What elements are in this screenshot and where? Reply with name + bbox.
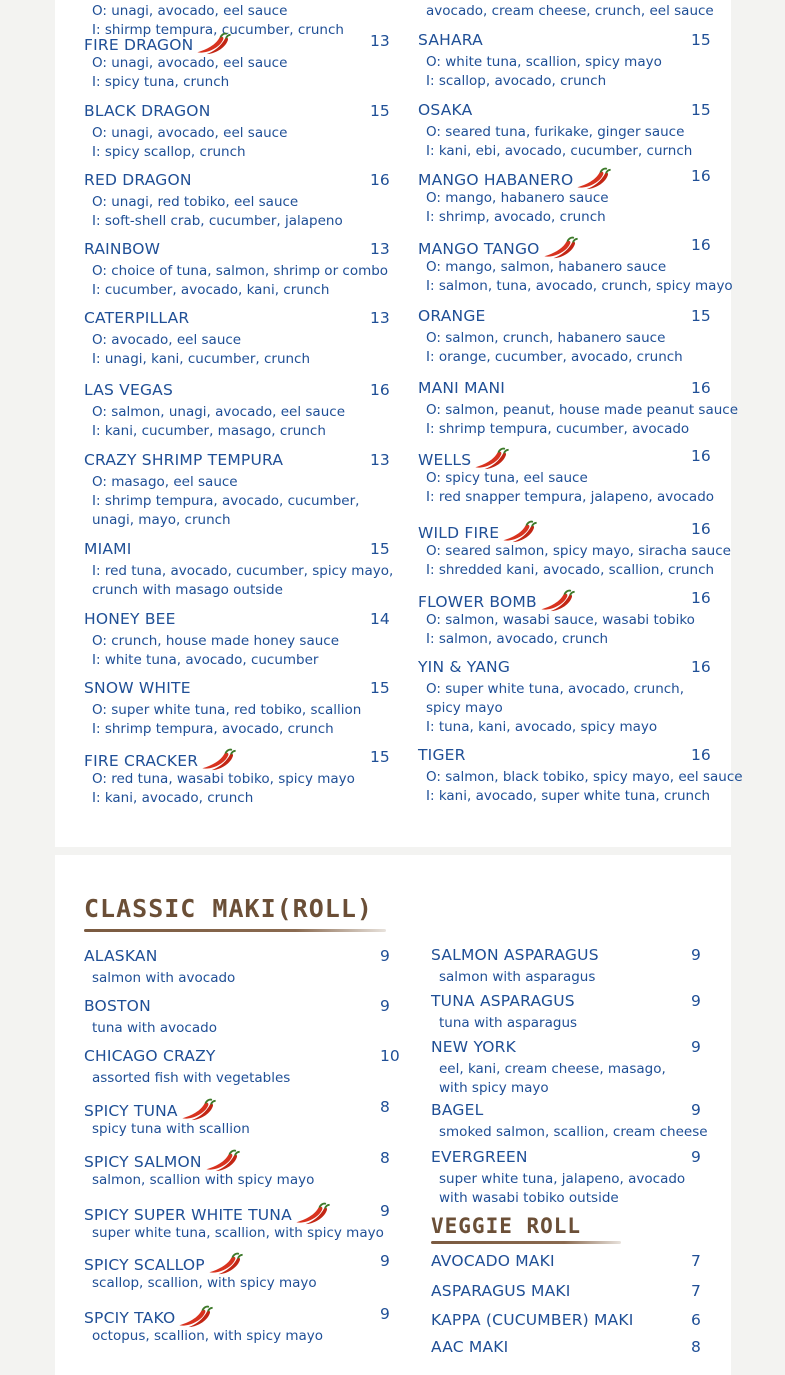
menu-item-price: 6	[691, 1311, 701, 1329]
specialty-left-item	[84, 679, 390, 739]
menu-item-description: O: salmon, unagi, avocado, eel sauce	[92, 404, 345, 420]
menu-item-price: 16	[691, 746, 711, 764]
menu-item-name	[418, 31, 483, 49]
menu-item-price: 16	[370, 171, 390, 189]
menu-item-description: O: seared salmon, spicy mayo, siracha sauce	[426, 543, 731, 559]
menu-item-name	[84, 540, 132, 558]
menu-item-price: 13	[370, 309, 390, 327]
menu-item-name-text: CHICAGO CRAZY	[84, 1047, 216, 1065]
menu-item-description: I: shredded kani, avocado, scallion, crunch	[426, 562, 715, 578]
menu-item-description: O: mango, habanero sauce	[426, 190, 609, 206]
menu-item-price: 14	[370, 610, 390, 628]
menu-item-head	[418, 236, 733, 258]
menu-item-name	[84, 32, 233, 56]
menu-item-head	[431, 1101, 708, 1123]
menu-item-description: salmon with asparagus	[439, 969, 596, 985]
menu-item-name-text: FLOWER BOMB	[418, 593, 537, 611]
menu-item-price: 8	[691, 1338, 701, 1356]
menu-item-head	[84, 1252, 390, 1274]
menu-item-head	[84, 1098, 390, 1120]
menu-item-name-text: SNOW WHITE	[84, 679, 191, 697]
menu-item-name-text: HONEY BEE	[84, 610, 176, 628]
menu-item-head	[418, 658, 711, 680]
menu-item-name	[431, 1338, 508, 1356]
menu-item-name-text: MANGO HABANERO	[418, 171, 574, 189]
classic-left-item	[84, 1098, 390, 1139]
menu-item-name	[431, 946, 599, 964]
menu-item-description: I: shrimp tempura, avocado, cucumber,	[92, 493, 360, 509]
menu-item-name-text: MANI MANI	[418, 379, 506, 397]
menu-item-description: O: masago, eel sauce	[92, 474, 238, 490]
menu-item-head	[84, 381, 390, 403]
menu-item-description: O: unagi, avocado, eel sauce	[92, 125, 288, 141]
menu-item-head	[84, 610, 390, 632]
menu-item-name-text: SPICY SALMON	[84, 1153, 202, 1171]
menu-item-name-text: SPCIY TAKO	[84, 1309, 176, 1327]
menu-item-description: O: white tuna, scallion, spicy mayo	[426, 54, 662, 70]
menu-item-description: salmon, scallion with spicy mayo	[92, 1172, 315, 1188]
menu-item-description: I: salmon, avocado, crunch	[426, 631, 609, 647]
menu-item-description: smoked salmon, scallion, cream cheese	[439, 1124, 708, 1140]
menu-item-name	[84, 1047, 216, 1065]
menu-item-name-text: BOSTON	[84, 997, 151, 1015]
menu-item-name	[431, 1038, 516, 1056]
menu-item-name	[418, 658, 510, 676]
menu-item-description: super white tuna, scallion, with spicy mayo	[92, 1225, 384, 1241]
chili-pepper-icon	[473, 447, 511, 471]
menu-item-name	[418, 589, 577, 613]
menu-item-head	[418, 746, 743, 768]
chili-pepper-icon	[294, 1202, 332, 1226]
menu-item-name-text: FIRE CRACKER	[84, 752, 199, 770]
menu-item-name	[431, 1311, 634, 1329]
menu-item-description: O: salmon, peanut, house made peanut sauce	[426, 402, 738, 418]
menu-item-description: I: shrimp, avocado, crunch	[426, 209, 606, 225]
menu-item-description: I: shrimp tempura, cucumber, avocado	[426, 421, 690, 437]
menu-item-name	[84, 1252, 245, 1276]
menu-item-price: 9	[380, 947, 390, 965]
classic-left-item	[84, 997, 390, 1038]
menu-item-description: octopus, scallion, with spicy mayo	[92, 1328, 324, 1344]
menu-item-description: O: salmon, wasabi sauce, wasabi tobiko	[426, 612, 695, 628]
menu-item-head	[418, 379, 738, 401]
menu-item-head	[84, 997, 390, 1019]
menu-item-name	[418, 307, 486, 325]
menu-item-name-text: MIAMI	[84, 540, 132, 558]
menu-item-description: O: salmon, black tobiko, spicy mayo, eel sauce	[426, 769, 743, 785]
menu-item-name-text: BAGEL	[431, 1101, 484, 1119]
menu-item-name-text: WELLS	[418, 451, 472, 469]
menu-item-name-text: NEW YORK	[431, 1038, 516, 1056]
chili-pepper-icon	[501, 520, 539, 544]
menu-item-price: 15	[370, 540, 390, 558]
classic-left-item	[84, 1047, 400, 1088]
menu-item-name	[431, 1282, 571, 1300]
menu-item-name	[418, 101, 472, 119]
classic-left-item	[84, 947, 390, 988]
menu-item-name	[84, 1098, 218, 1122]
menu-item-name	[418, 520, 539, 544]
menu-item-head	[418, 589, 711, 611]
menu-item-description: super white tuna, jalapeno, avocado	[439, 1171, 686, 1187]
classic-left-item	[84, 1305, 390, 1346]
menu-item-head	[431, 1148, 701, 1170]
menu-item-price: 13	[370, 240, 390, 258]
menu-item-description: scallop, scallion, with spicy mayo	[92, 1275, 317, 1291]
menu-item-description: O: avocado, eel sauce	[92, 332, 242, 348]
specialty-right-item	[418, 379, 738, 439]
menu-item-name	[84, 679, 191, 697]
menu-item-name	[431, 1101, 483, 1119]
menu-item-price: 9	[691, 1038, 701, 1056]
chili-pepper-icon	[207, 1252, 245, 1276]
menu-item-name-text: SPICY SUPER WHITE TUNA	[84, 1206, 292, 1224]
menu-item-description: O: super white tuna, red tobiko, scallion	[92, 702, 362, 718]
menu-item-description: I: spicy tuna, crunch	[92, 74, 230, 90]
menu-item-price: 16	[691, 447, 711, 465]
classic-right-item	[431, 946, 701, 987]
menu-item-head	[84, 240, 388, 262]
menu-item-description: O: super white tuna, avocado, crunch,	[426, 681, 685, 697]
specialty-right-item	[418, 307, 711, 367]
menu-item-name-text: TUNA ASPARAGUS	[431, 992, 575, 1010]
menu-item-description: O: unagi, avocado, eel sauce	[92, 3, 288, 19]
menu-item-description: I: soft-shell crab, cucumber, jalapeno	[92, 213, 343, 229]
menu-item-name	[84, 997, 151, 1015]
classic-left-item	[84, 1252, 390, 1293]
menu-item-name-text: RED DRAGON	[84, 171, 192, 189]
menu-item-price: 15	[691, 31, 711, 49]
menu-item-description: I: red tuna, avocado, cucumber, spicy mayo,	[92, 563, 394, 579]
menu-item-name-text: ALASKAN	[84, 947, 158, 965]
menu-item-head	[84, 32, 390, 54]
menu-item-price: 15	[691, 101, 711, 119]
menu-item-name-text: AAC MAKI	[431, 1338, 509, 1356]
menu-item-name	[84, 1305, 215, 1329]
chili-pepper-icon	[204, 1149, 242, 1173]
menu-item-price: 15	[370, 748, 390, 766]
specialty-right-item	[418, 101, 711, 161]
menu-item-name-text: SAHARA	[418, 31, 483, 49]
menu-item-description: I: spicy scallop, crunch	[92, 144, 246, 160]
menu-item-name-text: YIN & YANG	[418, 658, 511, 676]
menu-item-head	[84, 540, 393, 562]
chili-pepper-icon	[542, 236, 580, 260]
specialty-left-item	[84, 240, 388, 300]
menu-item-name	[84, 451, 283, 469]
classic-title-underline	[84, 929, 386, 932]
menu-item-description: eel, kani, cream cheese, masago,	[439, 1061, 666, 1077]
menu-item-name-text: AVOCADO MAKI	[431, 1252, 555, 1270]
classic-maki-title: CLASSIC MAKI(ROLL)	[84, 894, 373, 923]
menu-item-head	[418, 0, 714, 2]
menu-item-name-text: KAPPA (CUCUMBER) MAKI	[431, 1311, 634, 1329]
menu-item-description: O: seared tuna, furikake, ginger sauce	[426, 124, 685, 140]
menu-item-name	[84, 1202, 332, 1226]
menu-item-head	[431, 992, 701, 1014]
classic-right-item	[431, 992, 701, 1033]
menu-item-name	[84, 947, 158, 965]
menu-item-description: spicy tuna with scallion	[92, 1121, 250, 1137]
menu-item-price: 13	[370, 32, 390, 50]
menu-item-description: O: choice of tuna, salmon, shrimp or combo	[92, 263, 389, 279]
menu-item-price: 16	[370, 381, 390, 399]
menu-item-price: 16	[691, 167, 711, 185]
menu-item-name	[418, 379, 505, 397]
chili-pepper-icon	[195, 32, 233, 56]
menu-item-name-text: FIRE DRAGON	[84, 36, 194, 54]
menu-item-price: 7	[691, 1252, 701, 1270]
menu-item-description: tuna with avocado	[92, 1020, 217, 1036]
classic-left-item	[84, 1149, 390, 1190]
menu-item-name	[84, 102, 210, 120]
menu-item-price: 7	[691, 1282, 701, 1300]
menu-item-price: 8	[380, 1149, 390, 1167]
menu-item-name	[418, 746, 466, 764]
menu-item-name-text: ORANGE	[418, 307, 486, 325]
menu-item-description: I: kani, ebi, avocado, cucumber, curnch	[426, 143, 693, 159]
menu-item-description: I: scallop, avocado, crunch	[426, 73, 607, 89]
specialty-right-item	[418, 746, 743, 806]
specialty-right-item	[418, 520, 731, 580]
menu-item-name-text: BLACK DRAGON	[84, 102, 211, 120]
menu-item-name-text: MANGO TANGO	[418, 240, 540, 258]
menu-item-description: salmon with avocado	[92, 970, 236, 986]
chili-pepper-icon	[177, 1305, 215, 1329]
chili-pepper-icon	[200, 748, 238, 772]
menu-item-head	[84, 451, 390, 473]
menu-item-price: 16	[691, 658, 711, 676]
menu-item-description: I: kani, cucumber, masago, crunch	[92, 423, 326, 439]
menu-item-name-text: RAINBOW	[84, 240, 161, 258]
specialty-left-item	[84, 32, 390, 92]
menu-item-head	[418, 31, 711, 53]
menu-item-description: unagi, mayo, crunch	[92, 512, 231, 528]
menu-item-head	[84, 309, 390, 331]
menu-item-name	[84, 610, 176, 628]
specialty-left-item	[84, 748, 390, 808]
menu-item-price: 9	[691, 946, 701, 964]
classic-left-item	[84, 1202, 390, 1243]
menu-item-description: O: unagi, red tobiko, eel sauce	[92, 194, 299, 210]
menu-item-head	[84, 1202, 390, 1224]
menu-item-name-text: ASPARAGUS MAKI	[431, 1282, 571, 1300]
menu-item-price: 9	[691, 992, 701, 1010]
menu-item-description: I: kani, avocado, super white tuna, crunch	[426, 788, 711, 804]
menu-item-description: I: kani, avocado, crunch	[92, 790, 254, 806]
menu-item-head	[84, 171, 390, 193]
menu-item-name	[418, 167, 613, 191]
menu-item-description: tuna with asparagus	[439, 1015, 578, 1031]
menu-item-name	[418, 236, 580, 260]
menu-item-description: I: white tuna, avocado, cucumber	[92, 652, 319, 668]
menu-item-price: 9	[691, 1148, 701, 1166]
menu-item-description: O: salmon, crunch, habanero sauce	[426, 330, 666, 346]
menu-item-head	[418, 520, 731, 542]
menu-item-name	[84, 240, 160, 258]
menu-item-head	[84, 1047, 400, 1069]
menu-item-name-text: CATERPILLAR	[84, 309, 190, 327]
menu-item-price: 16	[691, 379, 711, 397]
menu-item-head	[84, 1149, 390, 1171]
specialty-right-item	[418, 236, 733, 296]
specialty-right-item	[418, 0, 714, 21]
menu-item-description: O: spicy tuna, eel sauce	[426, 470, 588, 486]
menu-item-description: I: shirmp tempura, cucumber, crunch	[92, 22, 344, 38]
menu-item-name-text: SPICY TUNA	[84, 1102, 178, 1120]
menu-item-head	[431, 1038, 701, 1060]
menu-item-price: 9	[691, 1101, 701, 1119]
menu-item-description: I: red snapper tempura, jalapeno, avocado	[426, 489, 715, 505]
menu-item-description: I: tuna, kani, avocado, spicy mayo	[426, 719, 658, 735]
menu-item-name	[84, 748, 238, 772]
specialty-left-item	[84, 102, 390, 162]
menu-item-description: I: unagi, kani, cucumber, crunch	[92, 351, 311, 367]
specialty-right-item	[418, 447, 714, 507]
menu-item-price: 16	[691, 589, 711, 607]
menu-item-description: crunch with masago outside	[92, 582, 283, 598]
menu-item-description: I: shrimp tempura, avocado, crunch	[92, 721, 334, 737]
menu-item-description: I: orange, cucumber, avocado, crunch	[426, 349, 683, 365]
chili-pepper-icon	[539, 589, 577, 613]
menu-item-description: I: salmon, tuna, avocado, crunch, spicy mayo	[426, 278, 733, 294]
chili-pepper-icon	[180, 1098, 218, 1122]
menu-item-price: 16	[691, 236, 711, 254]
menu-item-price: 15	[370, 679, 390, 697]
classic-right-item	[431, 1148, 701, 1208]
menu-item-name-text: SALMON ASPARAGUS	[431, 946, 599, 964]
specialty-right-item	[418, 589, 711, 649]
menu-item-price: 9	[380, 1305, 390, 1323]
menu-item-description: O: crunch, house made honey sauce	[92, 633, 340, 649]
menu-item-name-text: WILD FIRE	[418, 524, 500, 542]
menu-item-price: 15	[370, 102, 390, 120]
menu-item-description: with wasabi tobiko outside	[439, 1190, 619, 1206]
specialty-left-item	[84, 381, 390, 441]
menu-item-head	[418, 101, 711, 123]
menu-item-description: I: cucumber, avocado, kani, crunch	[92, 282, 330, 298]
specialty-left-item	[84, 451, 390, 530]
specialty-right-item	[418, 658, 711, 737]
menu-item-description: O: mango, salmon, habanero sauce	[426, 259, 667, 275]
menu-item-head	[84, 947, 390, 969]
menu-item-name-text: SPICY SCALLOP	[84, 1256, 205, 1274]
menu-item-price: 9	[380, 1252, 390, 1270]
menu-item-head	[84, 748, 390, 770]
classic-right-item	[431, 1101, 708, 1142]
menu-item-name	[84, 171, 192, 189]
specialty-left-item	[84, 610, 390, 670]
specialty-left-item	[84, 309, 390, 369]
menu-item-price: 15	[691, 307, 711, 325]
menu-item-price: 10	[380, 1047, 400, 1065]
menu-item-head	[84, 1305, 390, 1327]
menu-item-name	[84, 381, 173, 399]
menu-item-name	[84, 1149, 242, 1173]
menu-item-description: O: red tuna, wasabi tobiko, spicy mayo	[92, 771, 355, 787]
menu-item-name	[84, 309, 189, 327]
menu-item-name-text: LAS VEGAS	[84, 381, 174, 399]
menu-item-price: 9	[380, 1202, 390, 1220]
menu-item-name-text: CRAZY SHRIMP TEMPURA	[84, 451, 284, 469]
menu-item-name	[431, 1252, 555, 1270]
specialty-right-item	[418, 31, 711, 91]
classic-right-item	[431, 1038, 701, 1098]
menu-item-head	[84, 679, 390, 701]
menu-item-head	[418, 447, 714, 469]
menu-item-head	[431, 946, 701, 968]
menu-item-head	[418, 167, 711, 189]
menu-item-price: 8	[380, 1098, 390, 1116]
veggie-roll-title: VEGGIE ROLL	[431, 1214, 582, 1238]
menu-item-description: with spicy mayo	[439, 1080, 549, 1096]
menu-item-description: avocado, cream cheese, crunch, eel sauce	[426, 3, 714, 19]
veggie-title-underline	[431, 1241, 621, 1244]
menu-item-description: O: unagi, avocado, eel sauce	[92, 55, 288, 71]
specialty-left-item	[84, 171, 390, 231]
menu-item-price: 16	[691, 520, 711, 538]
menu-item-name	[431, 1148, 528, 1166]
menu-item-name-text: EVERGREEN	[431, 1148, 528, 1166]
menu-item-price: 9	[380, 997, 390, 1015]
menu-item-name-text: OSAKA	[418, 101, 473, 119]
menu-item-name	[418, 447, 511, 471]
specialty-left-item	[84, 540, 393, 600]
menu-item-description: assorted fish with vegetables	[92, 1070, 291, 1086]
menu-item-head	[418, 307, 711, 329]
menu-item-head	[84, 102, 390, 124]
menu-item-description: spicy mayo	[426, 700, 503, 716]
menu-item-name	[431, 992, 575, 1010]
menu-item-price: 13	[370, 451, 390, 469]
specialty-right-item	[418, 167, 711, 227]
chili-pepper-icon	[575, 167, 613, 191]
menu-item-name-text: TIGER	[418, 746, 466, 764]
menu-item-head	[84, 0, 344, 2]
